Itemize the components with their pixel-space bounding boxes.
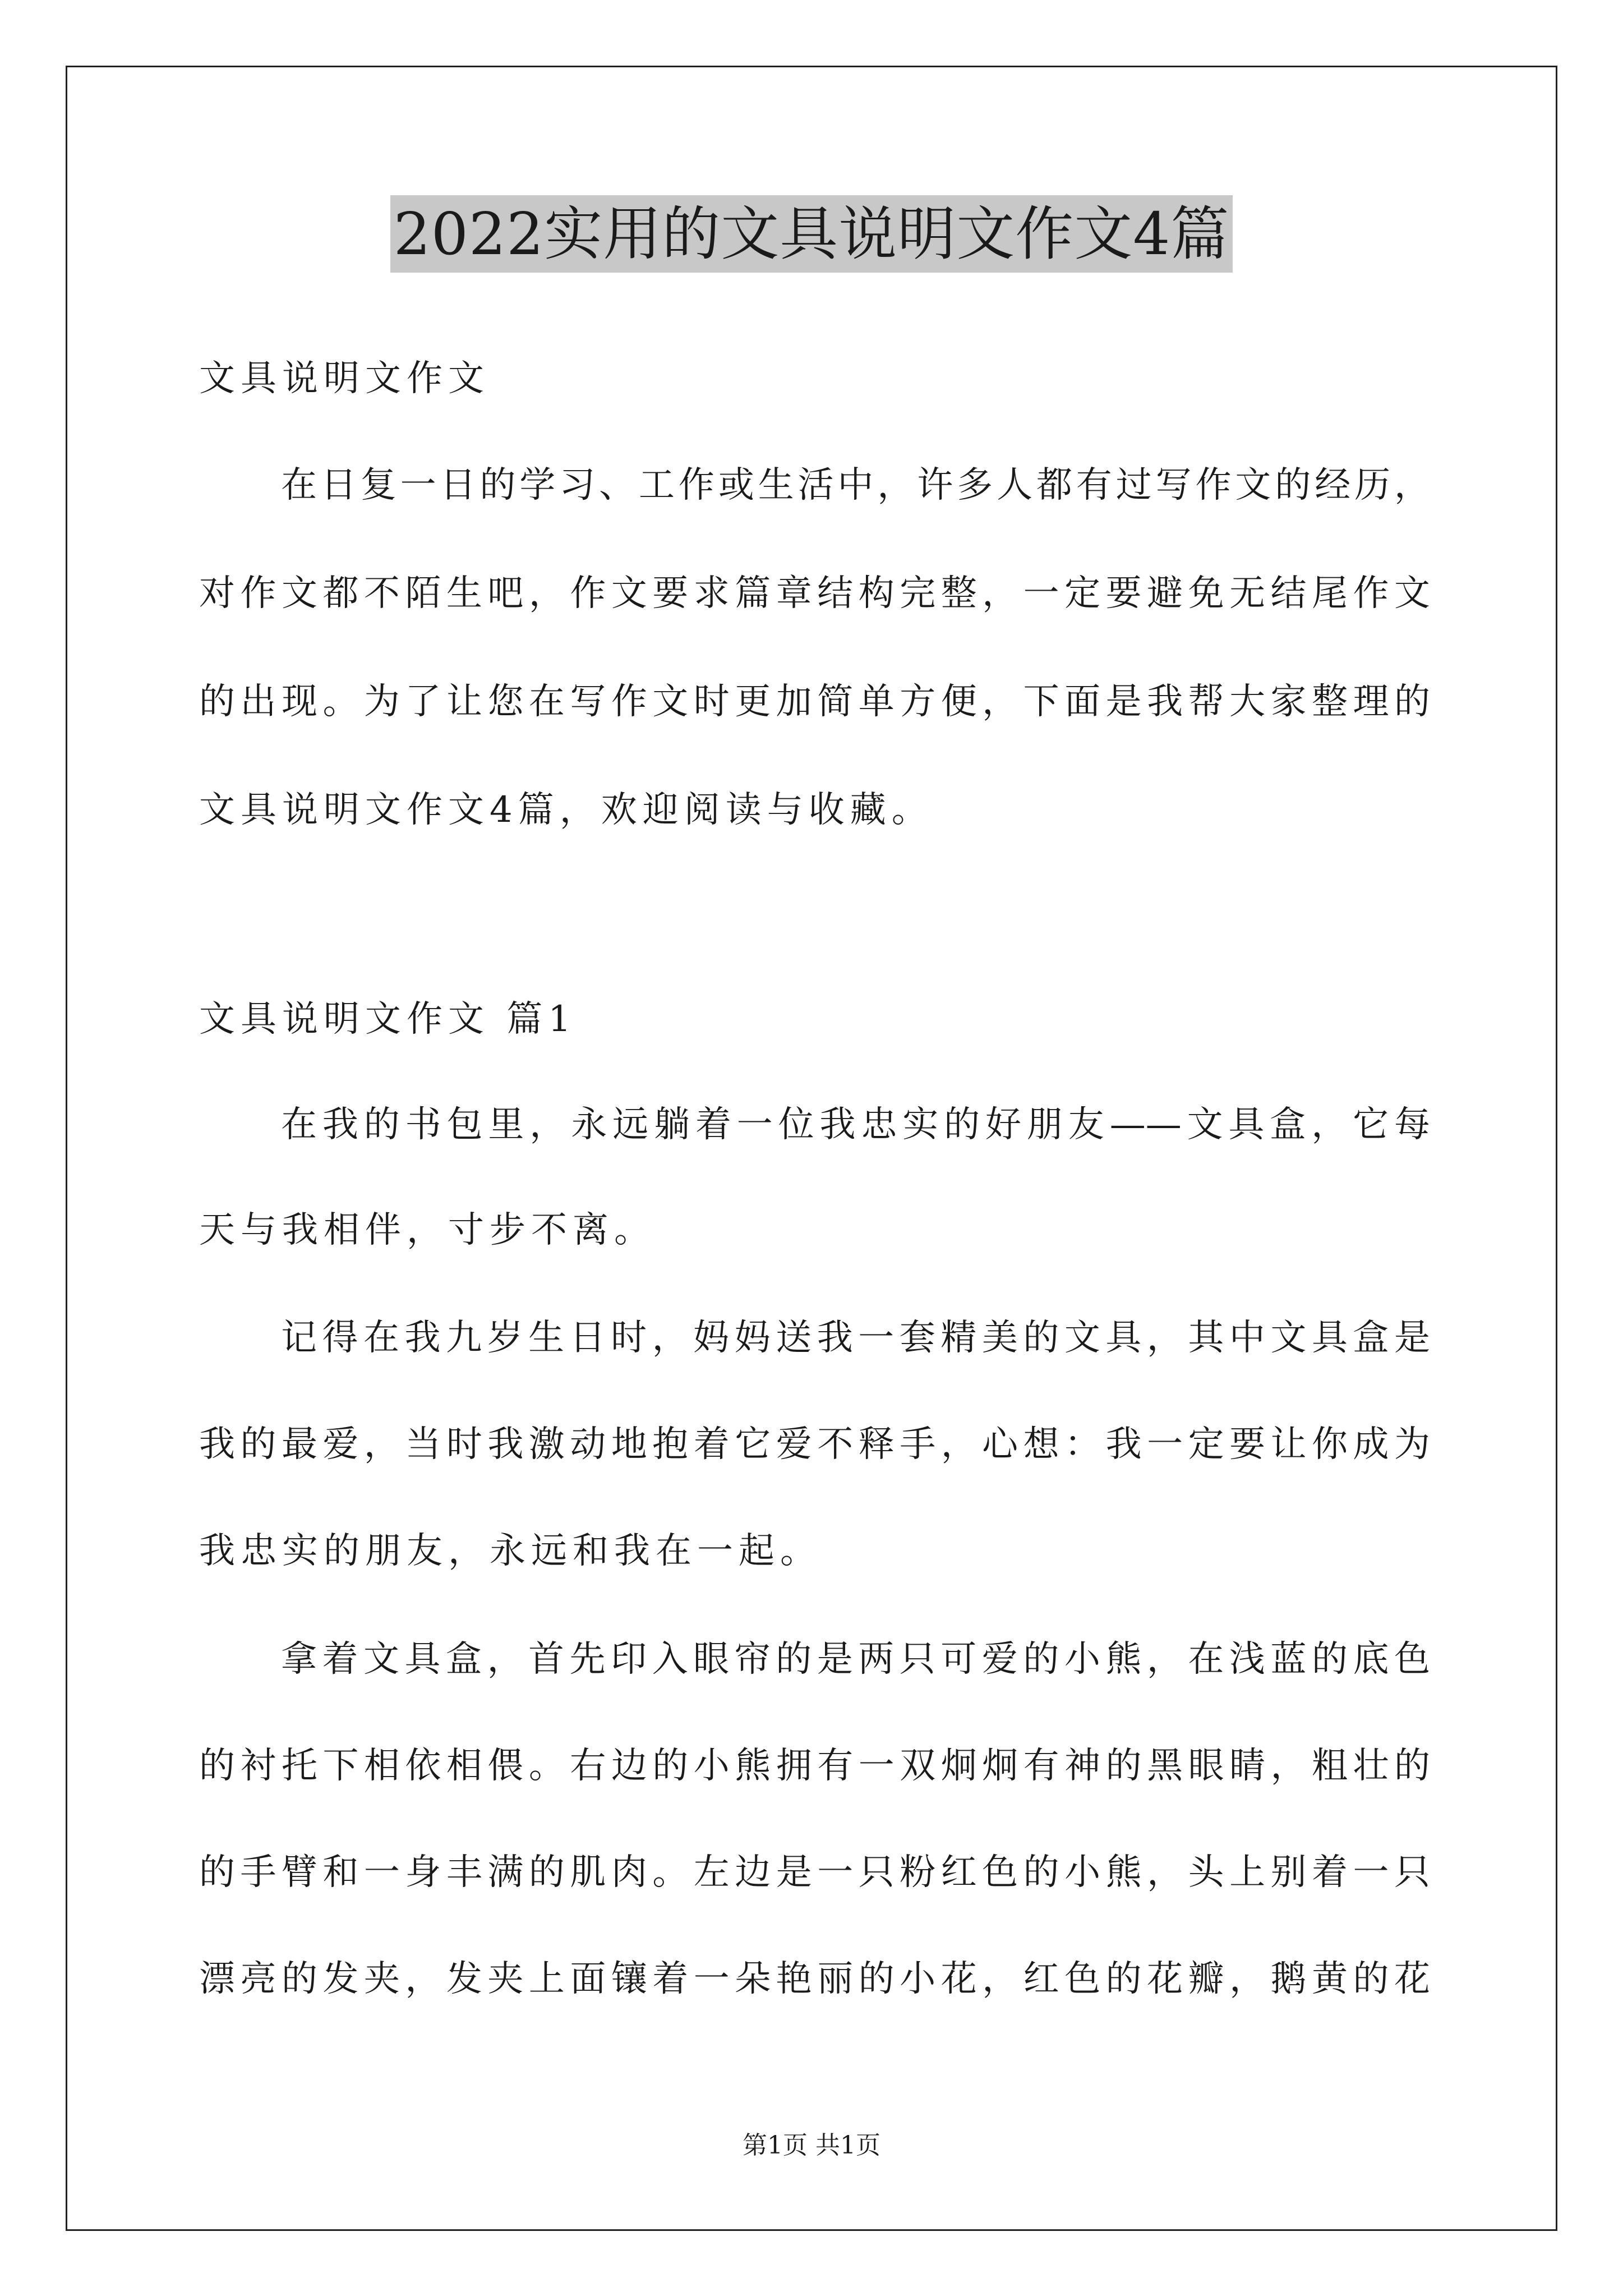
intro-line: 文具说明文作文4篇，欢迎阅读与收藏。	[199, 789, 933, 831]
paragraph-line: 漂亮的发夹，发夹上面镶着一朵艳丽的小花，红色的花瓣，鹅黄的花	[199, 1958, 1430, 2000]
title-wrap	[0, 195, 1623, 273]
paragraph-line: 我的最爱，当时我激动地抱着它爱不释手，心想：我一定要让你成为	[199, 1424, 1430, 1465]
paragraph-line: 我忠实的朋友，永远和我在一起。	[199, 1530, 822, 1572]
paragraph-line: 的手臂和一身丰满的肌肉。左边是一只粉红色的小熊，头上别着一只	[199, 1852, 1430, 1893]
paragraph-line: 在我的书包里，永远躺着一位我忠实的好朋友——文具盒，它每	[281, 1104, 1430, 1145]
intro-line: 在日复一日的学习、工作或生活中，许多人都有过写作文的经历，	[281, 464, 1430, 506]
intro-heading: 文具说明文作文	[199, 358, 490, 399]
paragraph-line: 记得在我九岁生日时，妈妈送我一套精美的文具，其中文具盒是	[281, 1317, 1430, 1359]
intro-line: 的出现。为了让您在写作文时更加简单方便，下面是我帮大家整理的	[199, 681, 1430, 723]
paragraph-line: 拿着文具盒，首先印入眼帘的是两只可爱的小熊，在浅蓝的底色	[281, 1639, 1430, 1680]
page-footer: 第1页 共1页	[743, 2131, 880, 2160]
paragraph-line: 的衬托下相依相偎。右边的小熊拥有一双炯炯有神的黑眼睛，粗壮的	[199, 1745, 1430, 1787]
paragraph-line: 天与我相伴，寸步不离。	[199, 1209, 656, 1251]
section-heading: 文具说明文作文 篇1	[199, 999, 577, 1040]
document-title: 2022实用的文具说明文作文4篇	[390, 195, 1233, 273]
intro-line: 对作文都不陌生吧，作文要求篇章结构完整，一定要避免无结尾作文	[199, 573, 1430, 614]
